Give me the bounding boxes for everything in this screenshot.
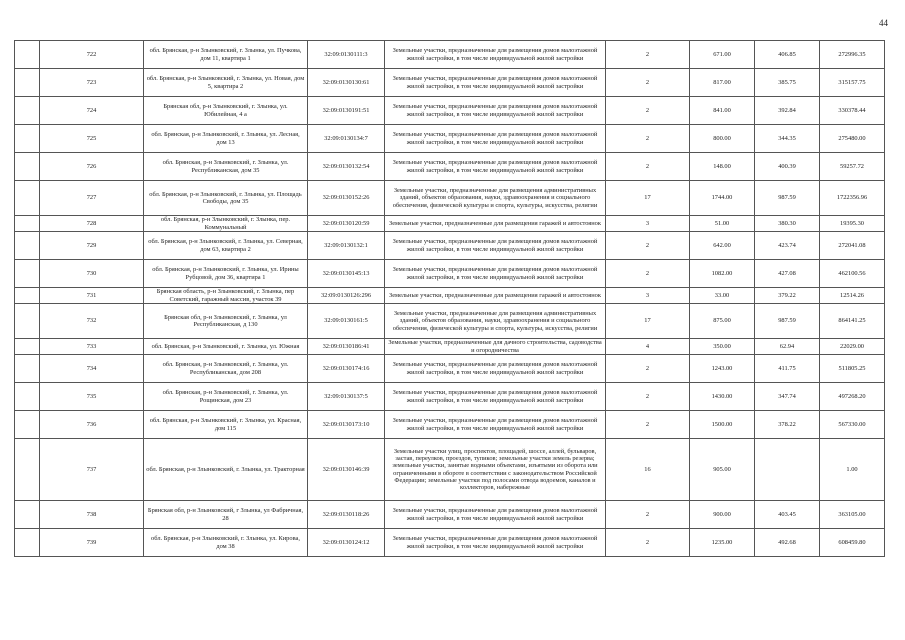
value-cell: 1722356.96 [820, 181, 885, 216]
table-row [15, 181, 885, 216]
cadastral-number: 32:09:0130145:13 [308, 260, 385, 288]
land-use-cell: Земельные участки, предназначенные для размещения домов малоэтажной жилой застройки, в том числе индивидуальной жилой застройки [385, 125, 606, 153]
row-number: 731 [40, 288, 144, 304]
address-cell: обл. Брянская, р-н Злынковский, г. Злынка, ул. Тракторная [144, 439, 308, 501]
value-cell: 363105.00 [820, 501, 885, 529]
rate-cell: 392.84 [755, 97, 820, 125]
address-cell: обл. Брянская, р-н Злынковский, г. Злынка, ул. Пучкова, дом 11, квартира 1 [144, 41, 308, 69]
page-number: 44 [879, 18, 888, 28]
table-row [15, 288, 885, 304]
cadastral-number: 32:09:0130111:3 [308, 41, 385, 69]
blank-cell [15, 260, 40, 288]
blank-cell [15, 383, 40, 411]
land-use-cell: Земельные участки, предназначенные для размещения домов малоэтажной жилой застройки, в том числе индивидуальной жилой застройки [385, 97, 606, 125]
land-use-cell: Земельные участки, предназначенные для размещения домов малоэтажной жилой застройки, в том числе индивидуальной жилой застройки [385, 69, 606, 97]
row-number: 739 [40, 529, 144, 557]
value-cell: 272996.35 [820, 41, 885, 69]
value-cell: 1.00 [820, 439, 885, 501]
land-use-cell: Земельные участки, предназначенные для размещения домов малоэтажной жилой застройки, в том числе индивидуальной жилой застройки [385, 411, 606, 439]
address-cell: обл. Брянская, р-н Злынковский, г. Злынка, ул. Площадь Свободы, дом 35 [144, 181, 308, 216]
area-cell: 900.00 [690, 501, 755, 529]
blank-cell [15, 304, 40, 339]
table-row [15, 216, 885, 232]
address-cell: обл. Брянская, р-н Злынковский, г. Злынка, ул. Новая, дом 5, квартира 2 [144, 69, 308, 97]
blank-cell [15, 529, 40, 557]
rate-cell: 347.74 [755, 383, 820, 411]
land-use-cell: Земельные участки, предназначенные для размещения домов малоэтажной жилой застройки, в том числе индивидуальной жилой застройки [385, 355, 606, 383]
group-number: 2 [606, 69, 690, 97]
rate-cell: 987.59 [755, 304, 820, 339]
row-number: 735 [40, 383, 144, 411]
group-number: 16 [606, 439, 690, 501]
blank-cell [15, 439, 40, 501]
group-number: 3 [606, 288, 690, 304]
group-number: 2 [606, 355, 690, 383]
blank-cell [15, 153, 40, 181]
value-cell: 12514.26 [820, 288, 885, 304]
blank-cell [15, 501, 40, 529]
value-cell: 567330.00 [820, 411, 885, 439]
cadastral-number: 32:09:0130161:5 [308, 304, 385, 339]
blank-cell [15, 41, 40, 69]
cadastral-number: 32:09:0130191:51 [308, 97, 385, 125]
row-number: 722 [40, 41, 144, 69]
row-number: 723 [40, 69, 144, 97]
land-use-cell: Земельные участки, предназначенные для размещения гаражей и автостоянок [385, 216, 606, 232]
table-row [15, 339, 885, 355]
rate-cell: 385.75 [755, 69, 820, 97]
area-cell: 642.00 [690, 232, 755, 260]
area-cell: 1430.00 [690, 383, 755, 411]
address-cell: обл. Брянская, р-н Злынковский, г. Злынка, ул. Лесная, дом 13 [144, 125, 308, 153]
rate-cell: 987.59 [755, 181, 820, 216]
area-cell: 1235.00 [690, 529, 755, 557]
row-number: 734 [40, 355, 144, 383]
group-number: 2 [606, 232, 690, 260]
cadastral-number: 32:09:0130152:26 [308, 181, 385, 216]
row-number: 732 [40, 304, 144, 339]
rate-cell: 492.68 [755, 529, 820, 557]
table-row [15, 153, 885, 181]
blank-cell [15, 232, 40, 260]
table-row [15, 304, 885, 339]
value-cell: 59257.72 [820, 153, 885, 181]
row-number: 728 [40, 216, 144, 232]
group-number: 17 [606, 181, 690, 216]
area-cell: 841.00 [690, 97, 755, 125]
value-cell: 22029.00 [820, 339, 885, 355]
cadastral-number: 32:09:0130126:296 [308, 288, 385, 304]
table-row [15, 232, 885, 260]
table-row [15, 41, 885, 69]
area-cell: 817.00 [690, 69, 755, 97]
land-use-cell: Земельные участки, предназначенные для размещения домов малоэтажной жилой застройки, в том числе индивидуальной жилой застройки [385, 41, 606, 69]
value-cell: 272041.08 [820, 232, 885, 260]
row-number: 727 [40, 181, 144, 216]
area-cell: 350.00 [690, 339, 755, 355]
group-number: 2 [606, 501, 690, 529]
land-use-cell: Земельные участки, предназначенные для размещения домов малоэтажной жилой застройки, в том числе индивидуальной жилой застройки [385, 153, 606, 181]
address-cell: обл. Брянская, р-н Злынковский, г. Злынка, ул. Ирины Рубцовой, дом 36, квартира 1 [144, 260, 308, 288]
blank-cell [15, 69, 40, 97]
rate-cell: 380.30 [755, 216, 820, 232]
table-row [15, 439, 885, 501]
rate-cell: 411.75 [755, 355, 820, 383]
address-cell: Брянская обл, р-н Злынковский, г. Злынка, ул. Юбилейная, 4 а [144, 97, 308, 125]
cadastral-number: 32:09:0130137:5 [308, 383, 385, 411]
row-number: 729 [40, 232, 144, 260]
value-cell: 511805.25 [820, 355, 885, 383]
group-number: 2 [606, 411, 690, 439]
row-number: 724 [40, 97, 144, 125]
group-number: 2 [606, 125, 690, 153]
address-cell: обл. Брянская, р-н Злынковский, г. Злынка, ул. Рощинская, дом 23 [144, 383, 308, 411]
land-use-cell: Земельные участки, предназначенные для размещения домов малоэтажной жилой застройки, в том числе индивидуальной жилой застройки [385, 260, 606, 288]
table-row [15, 125, 885, 153]
table-row [15, 383, 885, 411]
land-use-cell: Земельные участки, предназначенные для размещения домов малоэтажной жилой застройки, в том числе индивидуальной жилой застройки [385, 383, 606, 411]
cadastral-number: 32:09:0130120:59 [308, 216, 385, 232]
table-row [15, 260, 885, 288]
group-number: 2 [606, 529, 690, 557]
cadastral-number: 32:09:0130134:7 [308, 125, 385, 153]
cadastral-number: 32:09:0130174:16 [308, 355, 385, 383]
address-cell: обл. Брянская, р-н Злынковский, г. Злынка, ул. Республиканская, дом 208 [144, 355, 308, 383]
rate-cell: 406.85 [755, 41, 820, 69]
land-use-cell: Земельные участки, предназначенные для размещения гаражей и автостоянок [385, 288, 606, 304]
area-cell: 148.00 [690, 153, 755, 181]
address-cell: Брянская обл, р-н Злынковский, г. Злынка, ул Республиканская, д 130 [144, 304, 308, 339]
cadastral-number: 32:09:0130186:41 [308, 339, 385, 355]
blank-cell [15, 181, 40, 216]
blank-cell [15, 97, 40, 125]
land-use-cell: Земельные участки, предназначенные для размещения административных зданий, объектов образования, науки, здравоохранения и социального обеспечения, физической культуры и спорта, культуры, искусства, религии [385, 304, 606, 339]
area-cell: 905.00 [690, 439, 755, 501]
area-cell: 671.00 [690, 41, 755, 69]
area-cell: 1744.00 [690, 181, 755, 216]
group-number: 2 [606, 97, 690, 125]
area-cell: 1243.00 [690, 355, 755, 383]
land-use-cell: Земельные участки, предназначенные для дачного строительства, садоводства и огородничества [385, 339, 606, 355]
group-number: 17 [606, 304, 690, 339]
cadastral-number: 32:09:0130132:1 [308, 232, 385, 260]
address-cell: обл. Брянская, р-н Злынковский, г. Злынка, ул. Северная, дом 63, квартира 2 [144, 232, 308, 260]
rate-cell: 378.22 [755, 411, 820, 439]
rate-cell: 423.74 [755, 232, 820, 260]
cadastral-number: 32:09:0130130:61 [308, 69, 385, 97]
address-cell: Брянская область, р-н Злынковский, г. Злынка, пер Советский, гаражный массив, участок 39 [144, 288, 308, 304]
table-row [15, 69, 885, 97]
land-use-cell: Земельные участки улиц, проспектов, площадей, шоссе, аллей, бульваров, застав, переулков, проездов, тупиков; земельные участки земель резерва; земельные участки, занятые водными объектами, изъятыми из оборота или ограниченными в обороте в соответствии с законодательством Российской Федерации; земельные участки под полосами отвода водоемов, каналов и коллекторов, набережные [385, 439, 606, 501]
cadastral-number: 32:09:0130132:54 [308, 153, 385, 181]
blank-cell [15, 355, 40, 383]
rate-cell: 344.35 [755, 125, 820, 153]
group-number: 2 [606, 41, 690, 69]
value-cell: 275480.00 [820, 125, 885, 153]
group-number: 2 [606, 153, 690, 181]
value-cell: 864141.25 [820, 304, 885, 339]
address-cell: обл. Брянская, р-н Злынковский, г. Злынка, ул. Кирова, дом 38 [144, 529, 308, 557]
group-number: 2 [606, 383, 690, 411]
blank-cell [15, 411, 40, 439]
row-number: 737 [40, 439, 144, 501]
rate-cell: 400.39 [755, 153, 820, 181]
cadastral-number: 32:09:0130124:12 [308, 529, 385, 557]
rate-cell: 403.45 [755, 501, 820, 529]
land-use-cell: Земельные участки, предназначенные для размещения домов малоэтажной жилой застройки, в том числе индивидуальной жилой застройки [385, 232, 606, 260]
table-row [15, 529, 885, 557]
land-use-cell: Земельные участки, предназначенные для размещения домов малоэтажной жилой застройки, в том числе индивидуальной жилой застройки [385, 529, 606, 557]
rate-cell: 62.94 [755, 339, 820, 355]
row-number: 733 [40, 339, 144, 355]
row-number: 725 [40, 125, 144, 153]
land-cadastral-table [14, 40, 885, 557]
table-row [15, 411, 885, 439]
cadastral-number: 32:09:0130146:39 [308, 439, 385, 501]
blank-cell [15, 125, 40, 153]
group-number: 4 [606, 339, 690, 355]
row-number: 736 [40, 411, 144, 439]
row-number: 726 [40, 153, 144, 181]
land-use-cell: Земельные участки, предназначенные для размещения домов малоэтажной жилой застройки, в том числе индивидуальной жилой застройки [385, 501, 606, 529]
table-row [15, 355, 885, 383]
area-cell: 33.00 [690, 288, 755, 304]
group-number: 2 [606, 260, 690, 288]
rate-cell: 379.22 [755, 288, 820, 304]
row-number: 730 [40, 260, 144, 288]
blank-cell [15, 216, 40, 232]
value-cell: 315157.75 [820, 69, 885, 97]
value-cell: 330378.44 [820, 97, 885, 125]
table-row [15, 501, 885, 529]
area-cell: 875.00 [690, 304, 755, 339]
area-cell: 1500.00 [690, 411, 755, 439]
row-number: 738 [40, 501, 144, 529]
area-cell: 51.00 [690, 216, 755, 232]
address-cell: обл. Брянская, р-н Злынковский, г. Злынка, ул. Красная, дом 115 [144, 411, 308, 439]
area-cell: 800.00 [690, 125, 755, 153]
cadastral-number: 32:09:0130118:26 [308, 501, 385, 529]
blank-cell [15, 339, 40, 355]
rate-cell [755, 439, 820, 501]
cadastral-number: 32:09:0130173:10 [308, 411, 385, 439]
value-cell: 497268.20 [820, 383, 885, 411]
value-cell: 19395.30 [820, 216, 885, 232]
value-cell: 462100.56 [820, 260, 885, 288]
table-row [15, 97, 885, 125]
address-cell: Брянская обл, р-н Злынковский, г Злынка, ул Фабричная, 28 [144, 501, 308, 529]
address-cell: обл. Брянская, р-н Злынковский, г. Злынка, ул. Южная [144, 339, 308, 355]
area-cell: 1082.00 [690, 260, 755, 288]
blank-cell [15, 288, 40, 304]
address-cell: обл. Брянская, р-н Злынковский, г. Злынка, ул. Республиканская, дом 35 [144, 153, 308, 181]
group-number: 3 [606, 216, 690, 232]
rate-cell: 427.08 [755, 260, 820, 288]
value-cell: 608459.80 [820, 529, 885, 557]
address-cell: обл. Брянская, р-н Злынковский, г. Злынка, пер. Коммунальный [144, 216, 308, 232]
land-use-cell: Земельные участки, предназначенные для размещения административных зданий, объектов образования, науки, здравоохранения и социального обеспечения, физической культуры и спорта, культуры, искусства, религии [385, 181, 606, 216]
